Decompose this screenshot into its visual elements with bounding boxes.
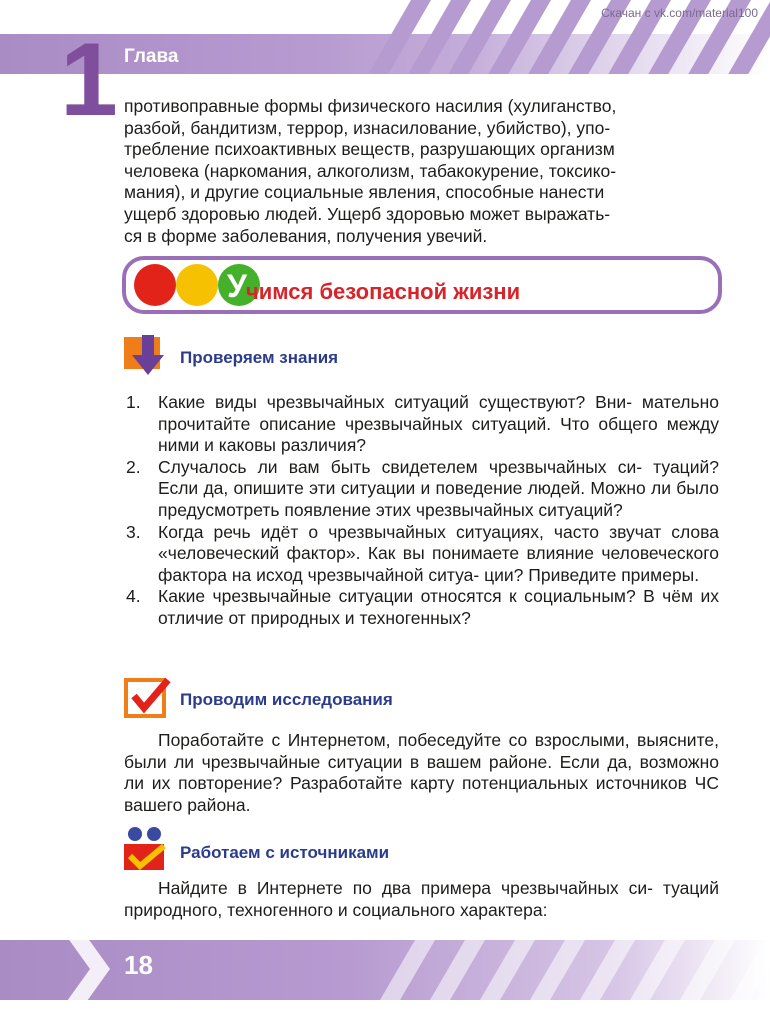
section-title-check: Проверяем знания (180, 348, 339, 367)
list-item (124, 586, 719, 629)
sources-text: Найдите в Интернете по два примера чрезвычайных си- туаций природного, техногенного и социального характера: (124, 878, 719, 920)
list-item-text: Какие чрезвычайные ситуации относятся к социальным? В чём их отличие от природных и техногенных? (158, 586, 719, 628)
intro-line: мания), и другие социальные явления, способные нанести (124, 182, 605, 203)
list-item-text: Случалось ли вам быть свидетелем чрезвычайных си- туаций? Если да, опишите эти ситуации и поведение людей. Можно ли было предусмотреть появление этих чрезвычайных ситуаций? (158, 456, 719, 520)
intro-text (124, 96, 719, 247)
intro-line: человека (наркомания, алкоголизм, табакокурение, токсико- (124, 160, 617, 181)
section-title-sources: Работаем с источниками (180, 843, 390, 862)
footer-stripes (360, 940, 770, 1000)
list-item-number: 1. (126, 392, 141, 412)
banner-first-letter: У (227, 268, 247, 304)
research-checkbox-icon (124, 676, 172, 720)
check-knowledge-icon (124, 335, 172, 377)
list-item-number: 2. (126, 456, 141, 477)
chapter-label: Глава (124, 46, 179, 67)
list-item-number: 4. (126, 586, 141, 607)
research-text: Поработайте с Интернетом, побеседуйте со взрослыми, выясните, были ли чрезвычайные ситуации в вашем районе. Если да, возможно ли их повторение? Разработайте карту потенциальных источников ЧС вашего района. (124, 730, 719, 815)
banner-title: чимся безопасной жизни (246, 279, 521, 304)
list-item (124, 457, 719, 522)
intro-line: ущерб здоровью людей. Ущерб здоровью может выражать- (124, 203, 611, 224)
sources-people-icon (124, 826, 172, 874)
question-list (124, 392, 719, 630)
page-number: 18 (124, 950, 153, 980)
watermark: Скачан с vk.com/material100 (601, 6, 758, 20)
traffic-red-circle-icon (134, 264, 176, 306)
list-item-text: Когда речь идёт о чрезвычайных ситуациях, часто звучат слова «человеческий фактор». Как вы понимаете влияние человеческого фактора на исход чрезвычайной ситуа- ции? Приведите примеры. (158, 521, 719, 585)
intro-line: разбой, бандитизм, террор, изнасилование, убийство), упо- (124, 117, 611, 138)
list-item (124, 522, 719, 587)
chevron-right-icon (62, 930, 112, 1008)
intro-line: требление психоактивных веществ, разрушающих организм (124, 139, 615, 160)
intro-line: противоправные формы физического насилия (хулиганство, (124, 96, 617, 116)
intro-line: ся в форме заболевания, получения увечий. (124, 225, 488, 246)
list-item-number: 3. (126, 521, 141, 542)
section-title-research: Проводим исследования (180, 690, 393, 709)
list-item (124, 392, 719, 457)
chapter-number: 1 (60, 22, 118, 138)
list-item-text: Какие виды чрезвычайных ситуаций существуют? Вни- мательно прочитайте описание чрезвычайных ситуаций. Что общего между ними и каковы различия? (158, 392, 719, 456)
traffic-yellow-circle-icon (176, 264, 218, 306)
